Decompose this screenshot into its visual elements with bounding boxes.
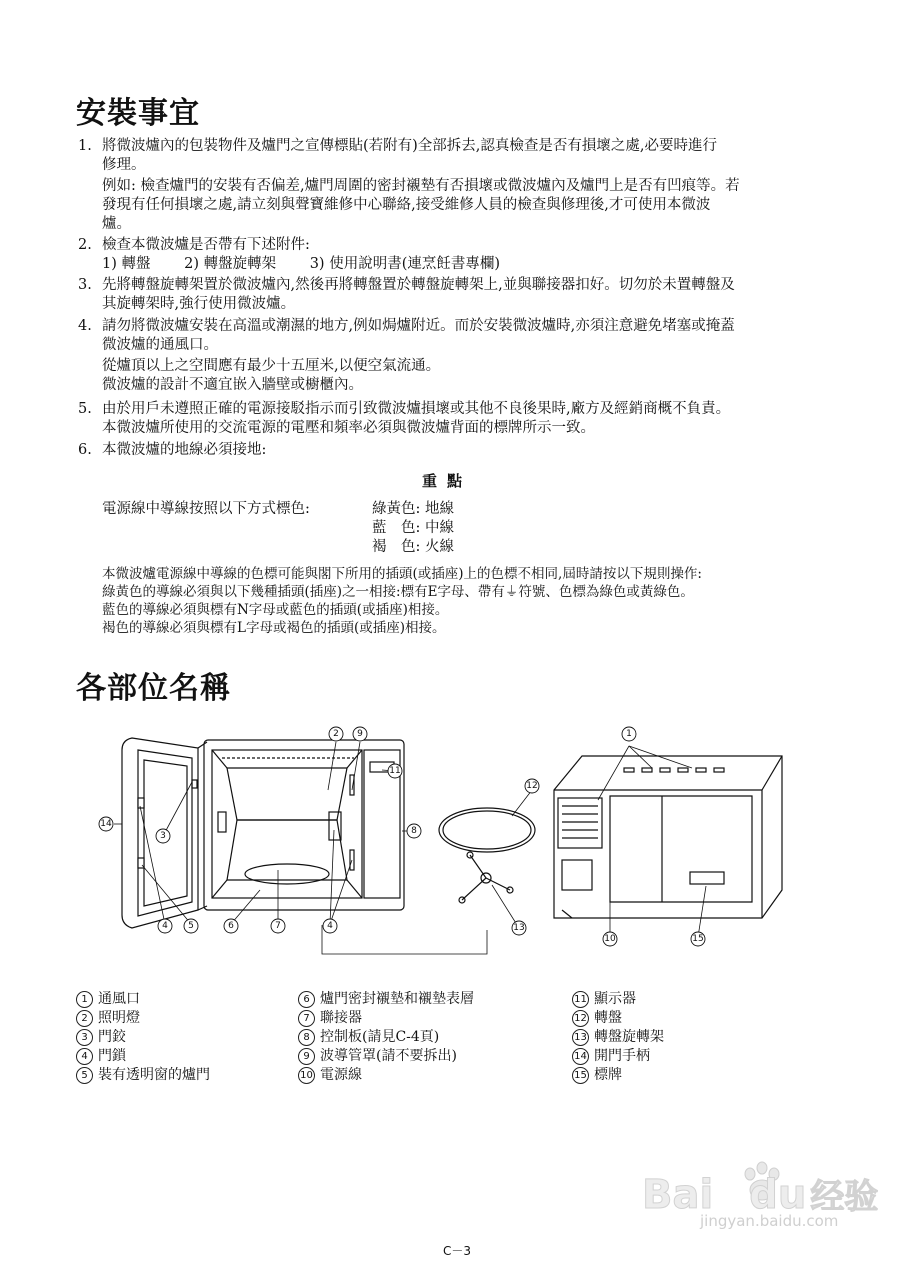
item-number: 2.	[78, 237, 92, 253]
roller-stand-drawing	[459, 852, 513, 903]
list-item-line: 將微波爐內的包裝物件及爐門之宣傳標貼(若附有)全部拆去,認真檢查是否有損壞之處,必要時進行	[102, 138, 718, 154]
callout-number: 13	[513, 923, 525, 933]
list-item-line: 微波爐的通風口。	[102, 337, 218, 353]
legend-item	[572, 1066, 622, 1085]
callout-number: 15	[692, 934, 704, 944]
callout-number: 4	[162, 921, 168, 931]
item-number: 5.	[78, 401, 92, 417]
legend-item	[298, 1066, 362, 1085]
legend-item	[76, 1009, 140, 1028]
item-number: 6.	[78, 442, 92, 458]
legend-number: 6	[298, 991, 315, 1008]
legend-number: 3	[76, 1029, 93, 1046]
legend-item	[298, 1047, 457, 1066]
oven-back-drawing	[554, 756, 782, 918]
legend-label: 爐門密封襯墊和襯墊表層	[320, 991, 474, 1007]
legend-label: 轉盤	[594, 1010, 622, 1026]
callout-number: 14	[100, 819, 112, 829]
accessory-list: 1) 轉盤 2) 轉盤旋轉架 3) 使用說明書(連烹飪書專欄)	[102, 256, 501, 272]
important-heading: 重點	[422, 472, 473, 490]
callout-number: 12	[526, 781, 538, 791]
legend-item	[298, 990, 474, 1009]
wire-color-label: 電源線中導線按照以下方式標色:	[102, 501, 310, 517]
list-item-line: 修理。	[102, 157, 146, 173]
legend-item	[76, 1047, 126, 1066]
legend-label: 開門手柄	[594, 1048, 650, 1064]
page-number: C－3	[443, 1244, 472, 1258]
watermark-brand-c: 经验	[810, 1177, 879, 1217]
list-item-line: 由於用戶未遵照正確的電源接駁指示而引致微波爐損壞或其他不良後果時,廠方及經銷商概不負責。	[102, 401, 731, 417]
list-item-line: 先將轉盤旋轉架置於微波爐內,然後再將轉盤置於轉盤旋轉架上,並與聯接器扣好。切勿於未置轉盤及	[102, 277, 735, 293]
wire-color-neutral: 藍 色: 中線	[372, 520, 454, 536]
legend-number: 12	[572, 1010, 589, 1027]
baidu-watermark	[640, 1150, 880, 1230]
list-item-line: 從爐頂以上之空間應有最少十五厘米,以便空氣流通。	[102, 358, 441, 374]
legend-number: 4	[76, 1048, 93, 1065]
list-item-line: 其旋轉架時,強行使用微波爐。	[102, 296, 296, 312]
legend-number: 9	[298, 1048, 315, 1065]
list-item-line: 檢查本微波爐是否帶有下述附件:	[102, 237, 310, 253]
legend-item	[572, 1047, 650, 1066]
legend-number: 7	[298, 1010, 315, 1027]
callout-number: 6	[228, 921, 234, 931]
list-item-line: 微波爐的設計不適宜嵌入牆壁或櫥櫃內。	[102, 377, 363, 393]
legend-number: 5	[76, 1067, 93, 1084]
wiring-note: 綠黃色的導線必須與以下幾種插頭(插座)之一相接:標有E字母、帶有⏚符號、色標為綠色或黃綠色。	[102, 584, 694, 600]
callout-lines	[114, 742, 706, 954]
callout-number: 10	[604, 934, 616, 944]
wiring-note: 藍色的導線必須與標有N字母或藍色的插頭(或插座)相接。	[102, 602, 449, 618]
watermark-brand-b: du	[749, 1172, 807, 1218]
section-title-installation: 安裝事宜	[76, 96, 200, 131]
legend-label: 聯接器	[320, 1010, 362, 1026]
legend-label: 裝有透明窗的爐門	[98, 1067, 210, 1083]
legend-label: 照明燈	[98, 1010, 140, 1026]
legend-label: 門鉸	[98, 1029, 126, 1045]
parts-diagram	[92, 720, 792, 970]
legend-item	[572, 990, 636, 1009]
legend-number: 15	[572, 1067, 589, 1084]
list-item-line: 本微波爐的地線必須接地:	[102, 442, 267, 458]
list-item-line: 爐。	[102, 216, 131, 232]
legend-label: 控制板(請見C-4頁)	[320, 1029, 440, 1045]
callout-markers	[99, 727, 705, 946]
list-item-line: 發現有任何損壞之處,請立刻與聲寶維修中心聯絡,接受維修人員的檢查與修理後,才可使用本微波	[102, 197, 711, 213]
turntable-drawing	[439, 808, 535, 852]
legend-label: 轉盤旋轉架	[594, 1029, 664, 1045]
callout-number: 5	[188, 921, 194, 931]
list-item-line: 本微波爐所使用的交流電源的電壓和頻率必須與微波爐背面的標牌所示一致。	[102, 420, 595, 436]
callout-number: 3	[160, 831, 166, 841]
legend-number: 8	[298, 1029, 315, 1046]
callout-number: 2	[333, 729, 339, 739]
legend-item	[572, 1028, 664, 1047]
callout-number: 7	[275, 921, 281, 931]
watermark-brand-a: Bai	[642, 1172, 714, 1218]
watermark-url: jingyan.baidu.com	[700, 1212, 839, 1230]
legend-item	[76, 990, 140, 1009]
legend-number: 13	[572, 1029, 589, 1046]
legend-label: 標牌	[594, 1067, 622, 1083]
list-item-line: 例如: 檢查爐門的安裝有否偏差,爐門周圍的密封襯墊有否損壞或微波爐內及爐門上是否有凹痕等。若	[102, 178, 740, 194]
callout-number: 4	[327, 921, 333, 931]
wiring-note: 本微波爐電源線中導線的色標可能與閣下所用的插頭(或插座)上的色標不相同,屆時請按以下規則操作:	[102, 566, 702, 582]
legend-label: 波導管罩(請不要拆出)	[320, 1048, 457, 1064]
legend-item	[572, 1009, 622, 1028]
item-number: 1.	[78, 138, 92, 154]
legend-number: 1	[76, 991, 93, 1008]
legend-label: 顯示器	[594, 991, 636, 1007]
wire-color-earth: 綠黃色: 地線	[372, 501, 454, 517]
wiring-note: 褐色的導線必須與標有L字母或褐色的插頭(或插座)相接。	[102, 620, 446, 636]
legend-item	[298, 1028, 439, 1047]
callout-number: 8	[411, 826, 417, 836]
legend-item	[76, 1028, 126, 1047]
legend-number: 11	[572, 991, 589, 1008]
section-title-parts: 各部位名稱	[76, 671, 231, 706]
list-item-line: 請勿將微波爐安裝在高溫或潮濕的地方,例如焗爐附近。而於安裝微波爐時,亦須注意避免堵塞或掩蓋	[102, 318, 735, 334]
item-number: 4.	[78, 318, 92, 334]
legend-number: 10	[298, 1067, 315, 1084]
callout-number: 9	[357, 729, 363, 739]
legend-item	[298, 1009, 362, 1028]
oven-body-drawing	[204, 740, 404, 910]
wire-color-live: 褐 色: 火線	[372, 539, 454, 555]
legend-number: 14	[572, 1048, 589, 1065]
legend-label: 電源線	[320, 1067, 362, 1083]
item-number: 3.	[78, 277, 92, 293]
callout-number: 11	[389, 766, 401, 776]
callout-number: 1	[626, 729, 632, 739]
legend-label: 通風口	[98, 991, 140, 1007]
legend-label: 門鎖	[98, 1048, 126, 1064]
legend-number: 2	[76, 1010, 93, 1027]
legend-item	[76, 1066, 210, 1085]
